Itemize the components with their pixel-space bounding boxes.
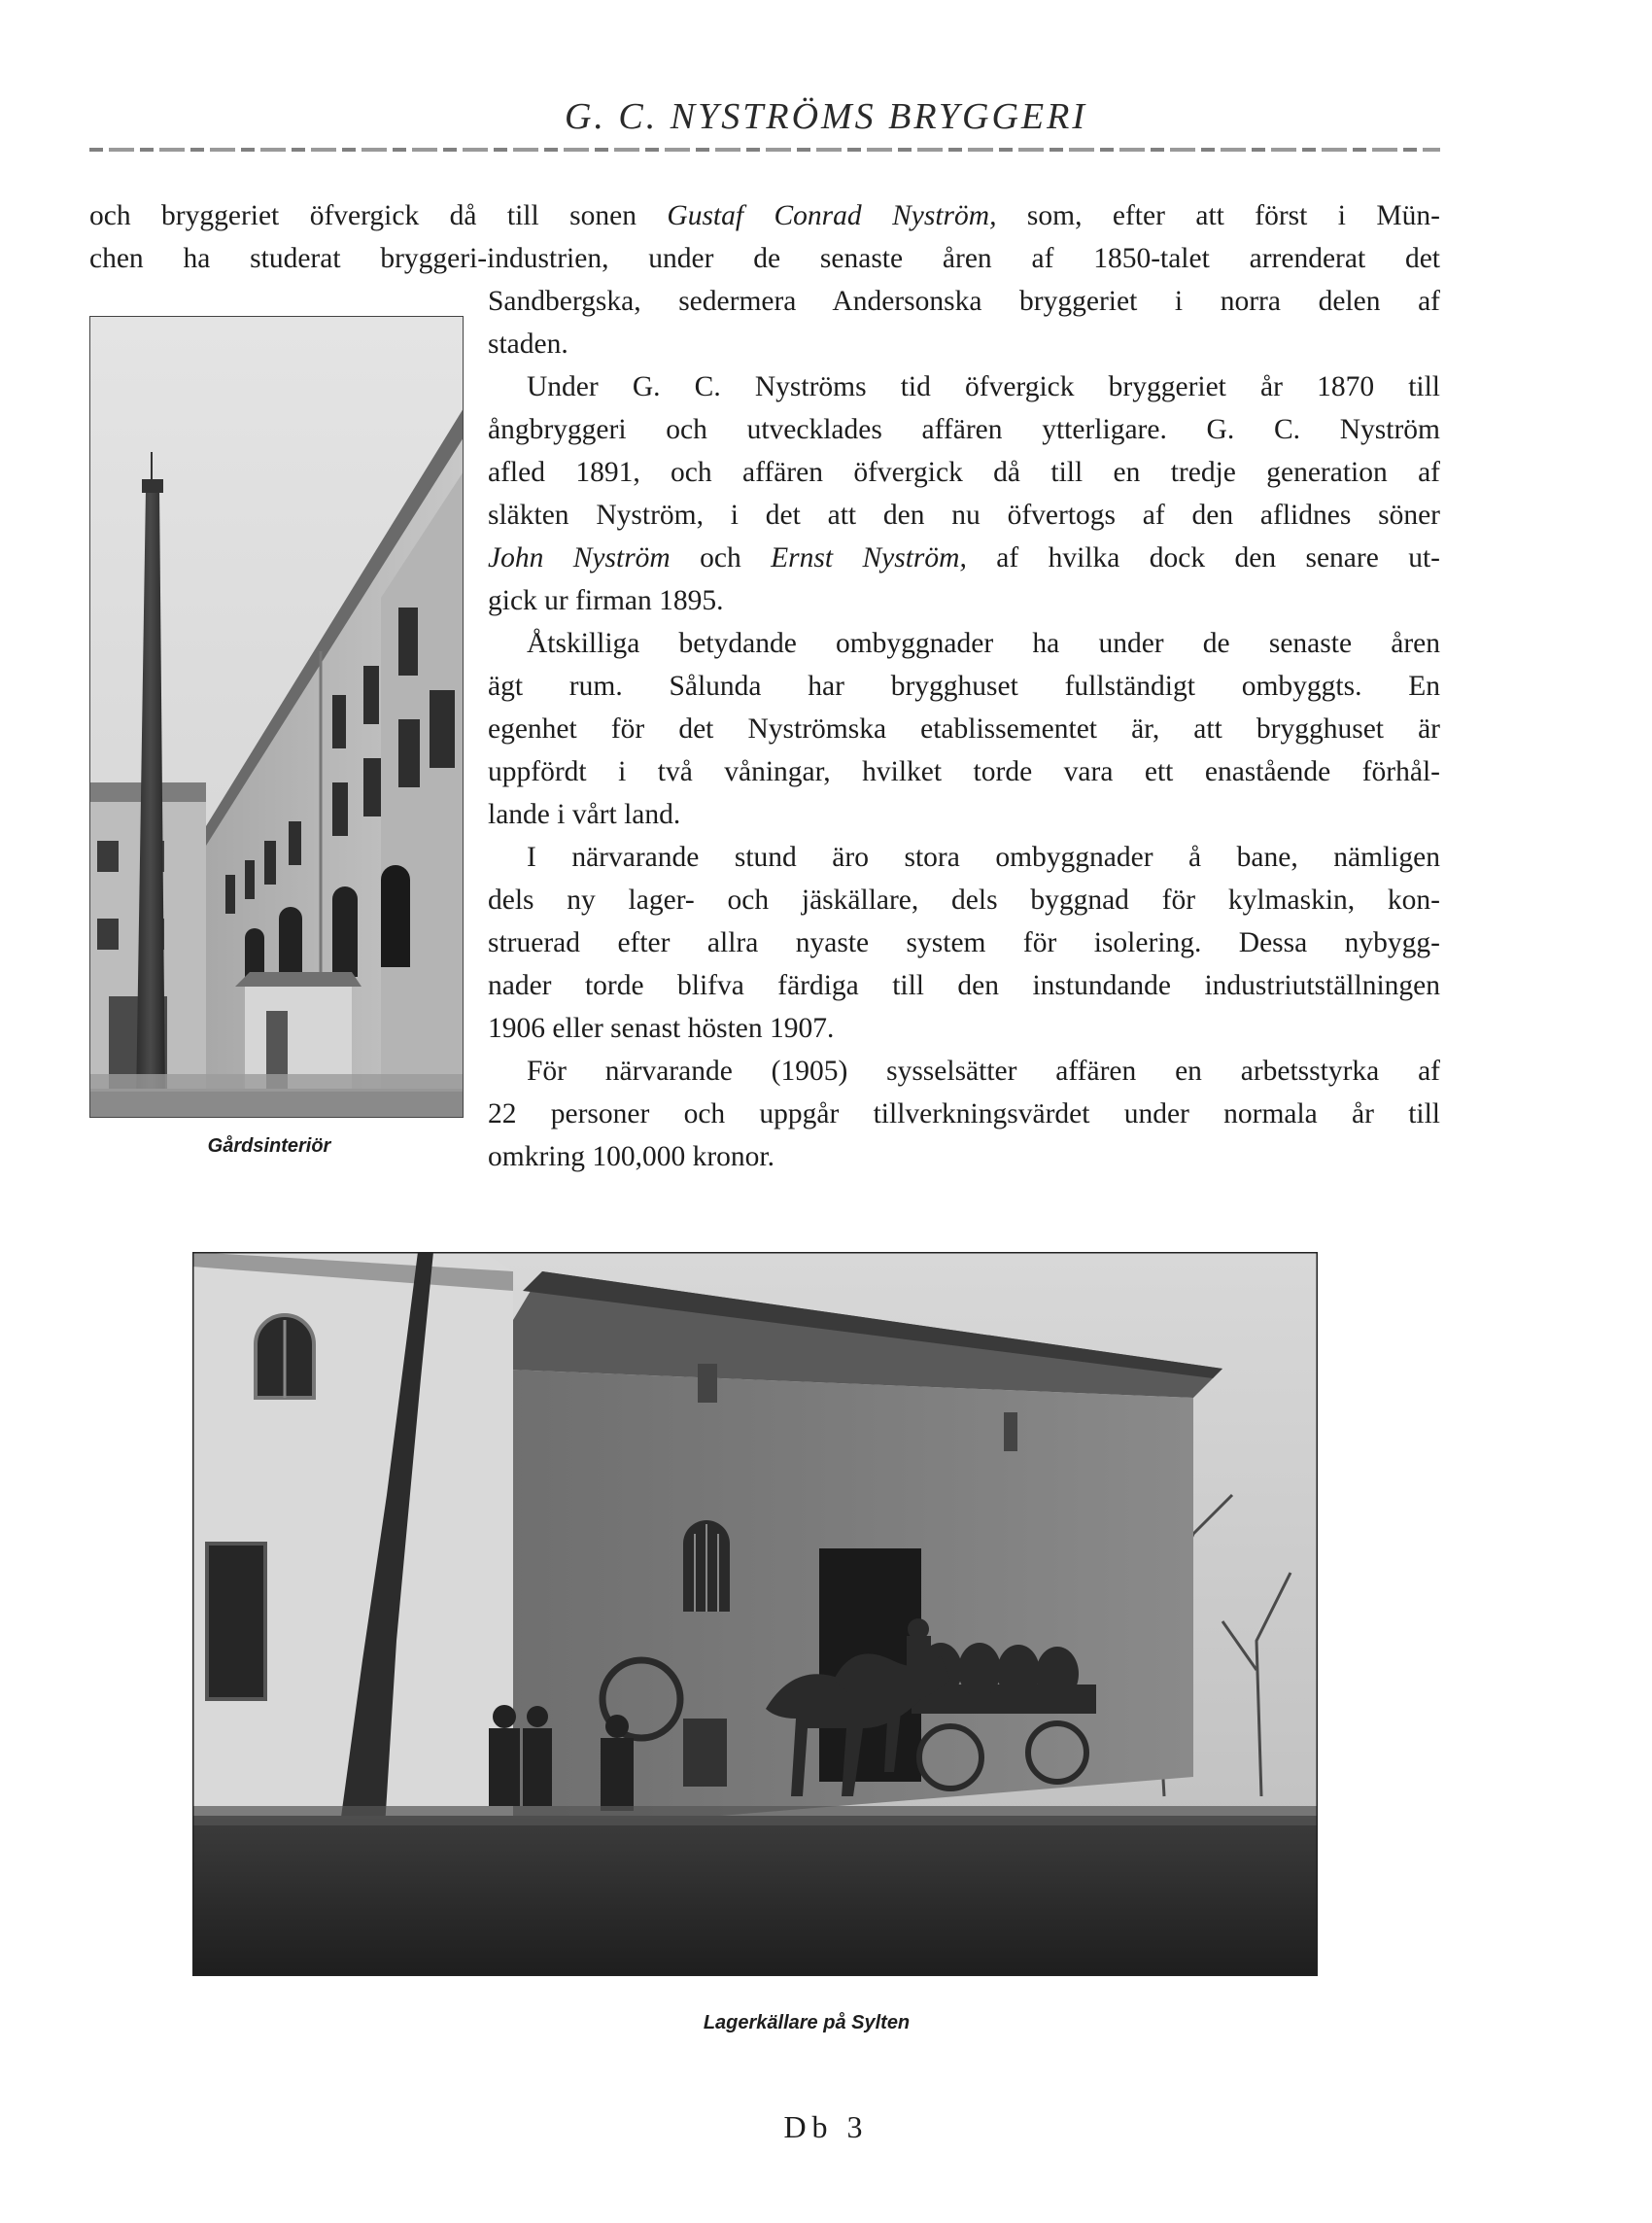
running-header: G. C. NYSTRÖMS BRYGGERI — [564, 96, 1088, 137]
text-line: egenhet för det Nyströmska etablissementet är, att brygghuset är — [488, 713, 1440, 745]
person-name: John Nyström — [488, 542, 671, 573]
text-line: John Nyström och Ernst Nyström, af hvilka dock den senare ut- — [488, 542, 1441, 573]
text-line: lande i vårt land. — [488, 799, 681, 830]
person-name: Gustaf Conrad Nyström, — [667, 200, 997, 231]
person-name: Ernst Nyström, — [771, 542, 967, 573]
text-line: släkten Nyström, i det att den nu öfvertogs af den aflidnes söner — [488, 500, 1440, 531]
text-line: och bryggeriet öfvergick då till sonen Gustaf Conrad Nyström, som, efter att först i Mün- — [89, 200, 1440, 231]
text-line: ångbryggeri och utvecklades affären ytterligare. G. C. Nyström — [488, 414, 1440, 445]
text-line: Åtskilliga betydande ombyggnader ha under de senaste åren — [527, 628, 1440, 659]
text-line: uppfördt i två våningar, hvilket torde vara ett enastående förhål- — [488, 756, 1440, 787]
cellar-caption: Lagerkällare på Sylten — [703, 2012, 911, 2033]
text-line: nader torde blifva färdiga till den instundande industriutställningen — [488, 970, 1440, 1001]
cellar-photo — [192, 1252, 1318, 1976]
text-line: dels ny lager- och jäskällare, dels byggnad för kylmaskin, kon- — [488, 885, 1440, 916]
text-line: För närvarande (1905) sysselsätter affären en arbetsstyrka af — [527, 1056, 1440, 1087]
text-line: 22 personer och uppgår tillverkningsvärdet under normala år till — [488, 1098, 1440, 1129]
text-line: staden. — [488, 329, 568, 360]
text-line: Under G. C. Nyströms tid öfvergick bryggeriet år 1870 till — [527, 371, 1440, 402]
header-rule — [89, 148, 1440, 152]
text-line: I närvarande stund äro stora ombyggnader å bane, nämligen — [527, 842, 1440, 873]
courtyard-caption: Gårdsinteriör — [207, 1135, 331, 1157]
text-line: gick ur firman 1895. — [488, 585, 724, 616]
text-line: chen ha studerat bryggeri-industrien, under de senaste åren af 1850-talet arrenderat det — [89, 243, 1440, 274]
text-line: afled 1891, och affären öfvergick då till en tredje generation af — [488, 457, 1440, 488]
text-line: Sandbergska, sedermera Andersonska bryggeriet i norra delen af — [488, 286, 1440, 317]
page-signature: Db 3 — [783, 2109, 869, 2144]
courtyard-photo — [89, 316, 464, 1118]
text-line: struerad efter allra nyaste system för isolering. Dessa nybygg- — [488, 927, 1440, 958]
text-line: 1906 eller senast hösten 1907. — [488, 1013, 835, 1044]
text-line: omkring 100,000 kronor. — [488, 1141, 774, 1172]
text-line: ägt rum. Sålunda har brygghuset fullständigt ombyggts. En — [488, 671, 1440, 702]
